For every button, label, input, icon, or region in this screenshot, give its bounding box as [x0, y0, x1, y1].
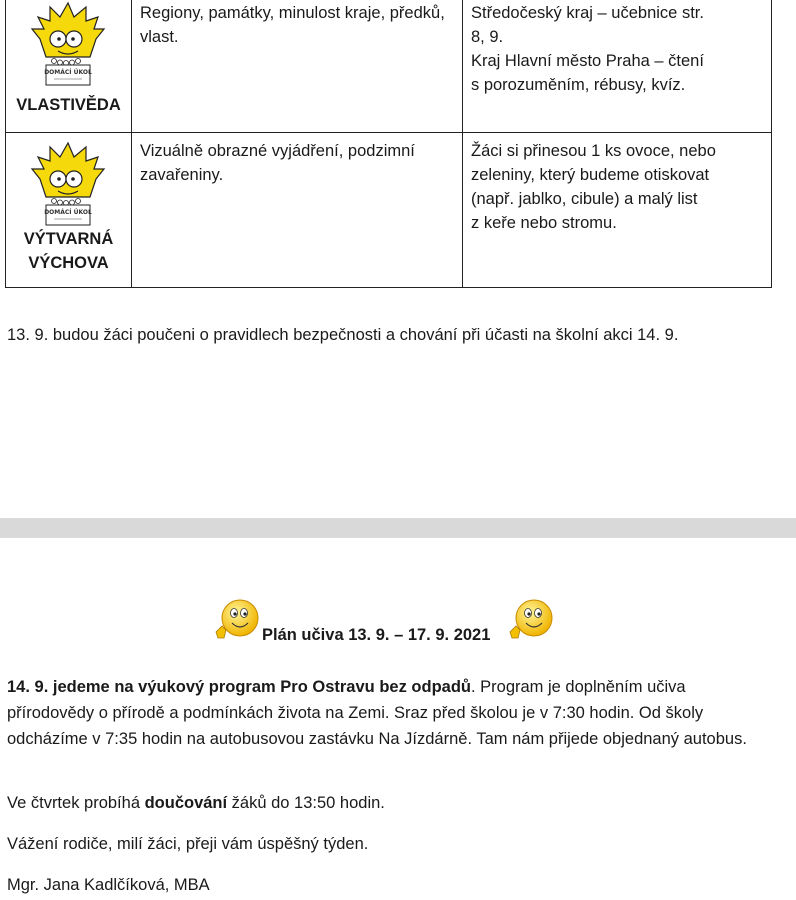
trip-details: . Program je doplněním učiva přírodovědy o přírodě a podmínkách života na Zemi. Sraz před školou je v 7:30 hodin. Od školy odcházíme v 7:35 hodin na autobusovou zastávku Na Jízdárně. Tam nám přijede objednaný autobus. [7, 678, 747, 748]
task-line: Kraj Hlavní město Praha – čtení [471, 52, 704, 70]
trip-highlight: 14. 9. jedeme na výukový program Pro Ostravu bez odpadů [7, 678, 471, 696]
plan-title-row [0, 596, 796, 646]
svg-text:DOMÁCÍ ÚKOL: DOMÁCÍ ÚKOL [44, 69, 92, 76]
task-line: z keře nebo stromu. [471, 214, 617, 232]
tutoring-highlight: doučování [144, 794, 228, 812]
page-separator [0, 518, 796, 538]
task-line: (např. jablko, cibule) a malý list [471, 190, 698, 208]
tutoring-text: Ve čtvrtek probíhá [7, 794, 145, 812]
subject-name: VÝCHOVA [28, 254, 109, 272]
task-line: 8, 9. [471, 28, 504, 46]
safety-note: 13. 9. budou žáci poučeni o pravidlech bezpečnosti a chování při účasti na školní akci 14. 9. [7, 326, 679, 344]
greeting-paragraph: Vážení rodiče, milí žáci, přeji vám úspěšný týden. [7, 835, 369, 853]
signature: Mgr. Jana Kadlčíková, MBA [7, 876, 210, 894]
table-row [6, 133, 772, 288]
subject-name: VÝTVARNÁ [23, 230, 114, 248]
task-line: s porozuměním, rébusy, kvíz. [471, 76, 686, 94]
lisa-homework-icon [28, 0, 108, 89]
task-line: Středočeský kraj – učebnice str. [471, 4, 704, 22]
thumbs-up-smiley-icon [210, 596, 260, 646]
tasks-cell [463, 0, 772, 133]
task-line: zeleniny, který budeme otiskovat [471, 166, 710, 184]
trip-paragraph [7, 674, 767, 752]
table-row [6, 0, 772, 133]
subject-cell [6, 0, 132, 133]
topic-cell: Vizuálně obrazné vyjádření, podzimní zavařeniny. [132, 133, 463, 288]
tasks-cell [463, 133, 772, 288]
document-page-2 [0, 538, 796, 900]
subject-table [5, 0, 772, 288]
tutoring-paragraph [7, 790, 767, 816]
topic-cell: Regiony, památky, minulost kraje, předků, vlast. [132, 0, 463, 133]
plan-title: Plán učiva 13. 9. – 17. 9. 2021 [262, 626, 491, 644]
lisa-homework-icon [28, 139, 108, 229]
subject-name: VLASTIVĚDA [16, 96, 121, 114]
task-line: Žáci si přinesou 1 ks ovoce, nebo [471, 142, 716, 160]
thumbs-up-smiley-icon [504, 596, 554, 646]
tutoring-text: žáků do 13:50 hodin. [227, 794, 385, 812]
svg-text:DOMÁCÍ ÚKOL: DOMÁCÍ ÚKOL [44, 209, 92, 216]
subject-cell [6, 133, 132, 288]
